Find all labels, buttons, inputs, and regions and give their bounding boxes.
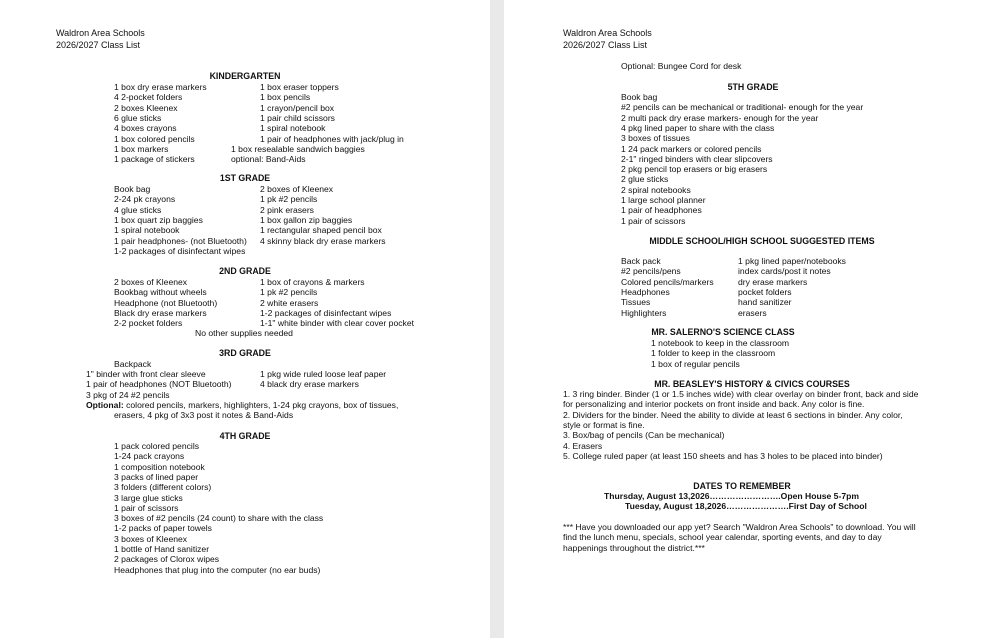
supply-item: 3 pkg of 24 #2 pencils [86, 390, 170, 400]
supply-item: 4 skinny black dry erase markers [260, 235, 386, 246]
heading-4th-grade: 4TH GRADE [219, 431, 271, 441]
supply-item: optional: Band-Aids [231, 154, 306, 165]
supply-item: Highlighters [621, 307, 667, 318]
supply-item: 1 box of crayons & markers [260, 277, 365, 287]
supply-item: 1 pk #2 pencils [260, 287, 318, 298]
supply-item: 2-2 pocket folders [114, 318, 183, 329]
supply-item: 4 boxes crayons [114, 123, 177, 134]
supply-item: 4 black dry erase markers [260, 379, 359, 389]
supply-item: 1-2 packages of disinfectant wipes [260, 307, 392, 318]
heading-kindergarten: KINDERGARTEN [209, 71, 281, 81]
app-note: happenings throughout the district.*** [563, 542, 705, 553]
school-name: Waldron Area Schools [563, 28, 652, 38]
supply-item: 1 pair of headphones (NOT Bluetooth) [86, 379, 232, 389]
supply-item: erasers [738, 307, 767, 318]
supply-item: 2 multi pack dry erase markers- enough for the year [621, 112, 819, 123]
supply-item: Book bag [114, 184, 151, 194]
supply-item: #2 pencils can be mechanical or traditional- enough for the year [621, 102, 864, 113]
history-item: 1. 3 ring binder. Binder (1 or 1.5 inches wide) with clear overlay on binder front, back and side [563, 389, 919, 399]
supply-item: 1 box eraser toppers [260, 82, 339, 92]
supply-item: Headphones [621, 286, 670, 297]
right-page [504, 0, 1000, 638]
supply-item: hand sanitizer [738, 297, 792, 308]
heading-dates: DATES TO REMEMBER [693, 481, 791, 491]
supply-item: 1 spiral notebook [114, 225, 180, 236]
supply-item: 2-1" ringed binders with clear slipcovers [621, 153, 773, 164]
supply-item: Tissues [621, 297, 651, 308]
supply-item: 1 rectangular shaped pencil box [260, 225, 382, 236]
supply-item: 3 large glue sticks [114, 492, 183, 503]
supply-item: 1 pk #2 pencils [260, 194, 318, 205]
heading-ms-hs: MIDDLE SCHOOL/HIGH SCHOOL SUGGESTED ITEMS [649, 236, 875, 246]
history-item: style or format is fine. [563, 419, 645, 430]
supply-item: Black dry erase markers [114, 307, 207, 318]
supply-item: 1 box colored pencils [114, 133, 195, 144]
supply-item: 1 pack colored pencils [114, 441, 200, 451]
app-note: *** Have you downloaded our app yet? Search "Waldron Area Schools" to download. You will [563, 522, 916, 532]
supply-item: 1 box of regular pencils [651, 358, 740, 369]
optional-line: Optional: Bungee Cord for desk [621, 61, 742, 71]
supply-item: index cards/post it notes [738, 266, 831, 277]
supply-item: Bookbag without wheels [114, 287, 207, 298]
supply-item: 3 folders (different colors) [114, 482, 212, 493]
supply-item: #2 pencils/pens [621, 266, 681, 277]
supply-item: 1 box pencils [260, 92, 311, 103]
supply-item: Backpack [114, 359, 152, 369]
heading-history: MR. BEASLEY'S HISTORY & CIVICS COURSES [654, 379, 850, 389]
supply-item: 1 composition notebook [114, 461, 205, 472]
supply-item: 1-2 packs of paper towels [114, 523, 212, 534]
left-content [0, 0, 490, 638]
date-item: Tuesday, August 18,2026………………….First Day of School [625, 501, 867, 511]
supply-item: 1 spiral notebook [260, 123, 326, 134]
supply-item: 1-1" white binder with clear cover pocket [260, 318, 414, 329]
supply-item: Headphone (not Bluetooth) [114, 297, 218, 308]
supply-item: 2 boxes Kleenex [114, 102, 178, 113]
app-note: find the lunch menu, specials, school year calendar, sporting events, and day to day [563, 532, 882, 543]
supply-item: 2 boxes of Kleenex [260, 184, 334, 194]
supply-item: 1 folder to keep in the classroom [651, 348, 776, 359]
supply-item: Back pack [621, 256, 661, 266]
supply-item: 6 glue sticks [114, 112, 162, 123]
school-name: Waldron Area Schools [56, 28, 145, 38]
supply-item: 3 boxes of #2 pencils (24 count) to share with the class [114, 513, 324, 524]
supply-item: 2 boxes of Kleenex [114, 277, 188, 287]
grade-note: No other supplies needed [195, 328, 293, 338]
supply-item: 1 24 pack markers or colored pencils [621, 143, 762, 154]
supply-item: 1 box markers [114, 143, 169, 154]
supply-item: 1 pair of headphones [621, 205, 702, 216]
heading-1st-grade: 1ST GRADE [219, 173, 271, 183]
supply-item: 1 pair of headphones with jack/plug in [260, 133, 404, 144]
supply-item: 1-24 pack crayons [114, 451, 185, 462]
supply-item: pocket folders [738, 286, 792, 297]
supply-item: dry erase markers [738, 276, 808, 287]
class-list-year: 2026/2027 Class List [563, 40, 648, 50]
history-item: 4. Erasers [563, 440, 603, 451]
optional-text-cont: erasers, 4 pkg of 3x3 post it notes & Band-Aids [114, 410, 294, 420]
supply-item: 2 pink erasers [260, 204, 314, 215]
supply-item: 1 box quart zip baggies [114, 214, 203, 225]
heading-3rd-grade: 3RD GRADE [219, 348, 271, 358]
supply-item: 1 pkg lined paper/notebooks [738, 256, 846, 266]
supply-item: 3 packs of lined paper [114, 471, 199, 482]
supply-item: 1 box resealable sandwich baggies [231, 143, 365, 154]
supply-item: 2 white erasers [260, 297, 319, 308]
left-page [0, 0, 490, 638]
supply-item: 1 pkg wide ruled loose leaf paper [260, 369, 387, 379]
page-gap [490, 0, 504, 638]
supply-item: 2 pkg pencil top erasers or big erasers [621, 164, 768, 175]
supply-item: 4 2-pocket folders [114, 92, 183, 103]
supply-item: 1-2 packages of disinfectant wipes [114, 245, 246, 256]
supply-item: Headphones that plug into the computer (no ear buds) [114, 564, 321, 575]
supply-item: 1 pair headphones- (not Bluetooth) [114, 235, 247, 246]
supply-item: 2 packages of Clorox wipes [114, 554, 220, 565]
supply-item: 1 package of stickers [114, 154, 195, 165]
supply-item: 1 pair of scissors [621, 215, 686, 226]
supply-item: 4 glue sticks [114, 204, 162, 215]
heading-science: MR. SALERNO'S SCIENCE CLASS [651, 327, 795, 337]
right-content [504, 0, 1000, 638]
supply-item: 1 crayon/pencil box [260, 102, 335, 113]
date-item: Thursday, August 13,2026…………………….Open House 5-7pm [604, 491, 859, 501]
optional-label: Optional: [86, 400, 124, 410]
supply-item: 1" binder with front clear sleeve [86, 369, 206, 379]
history-item: 3. Box/bag of pencils (Can be mechanical) [563, 430, 725, 441]
supply-item: 2 glue sticks [621, 174, 669, 185]
supply-item: 4 pkg lined paper to share with the class [621, 122, 775, 133]
supply-item: 2 spiral notebooks [621, 184, 691, 195]
supply-item: 3 boxes of Kleenex [114, 533, 188, 544]
optional-text: colored pencils, markers, highlighters, 1-24 pkg crayons, box of tissues, [123, 400, 399, 410]
history-item: 5. College ruled paper (at least 150 sheets and has 3 holes to be placed into binder) [563, 450, 883, 461]
supply-item: 1 box dry erase markers [114, 82, 207, 92]
supply-item: 1 pair of scissors [114, 502, 179, 513]
supply-item: 1 large school planner [621, 195, 706, 205]
class-list-year: 2026/2027 Class List [56, 40, 141, 50]
supply-item: 1 pair child scissors [260, 112, 335, 123]
heading-2nd-grade: 2ND GRADE [219, 266, 271, 276]
supply-item: 1 notebook to keep in the classroom [651, 338, 790, 348]
history-item: for personalizing and interior pockets on front inside and back. Any color is fine. [563, 399, 865, 410]
supply-item: Colored pencils/markers [621, 276, 714, 287]
supply-item: 1 box gallon zip baggies [260, 214, 353, 225]
heading-5th-grade: 5TH GRADE [727, 82, 779, 92]
optional-line [86, 400, 398, 410]
supply-item: 3 boxes of tissues [621, 133, 690, 144]
supply-item: 2-24 pk crayons [114, 194, 176, 205]
supply-item: 1 bottle of Hand sanitizer [114, 544, 210, 554]
history-item: 2. Dividers for the binder. Need the ability to divide at least 6 sections in binder. Any color, [563, 409, 903, 420]
supply-item: Book bag [621, 92, 658, 102]
